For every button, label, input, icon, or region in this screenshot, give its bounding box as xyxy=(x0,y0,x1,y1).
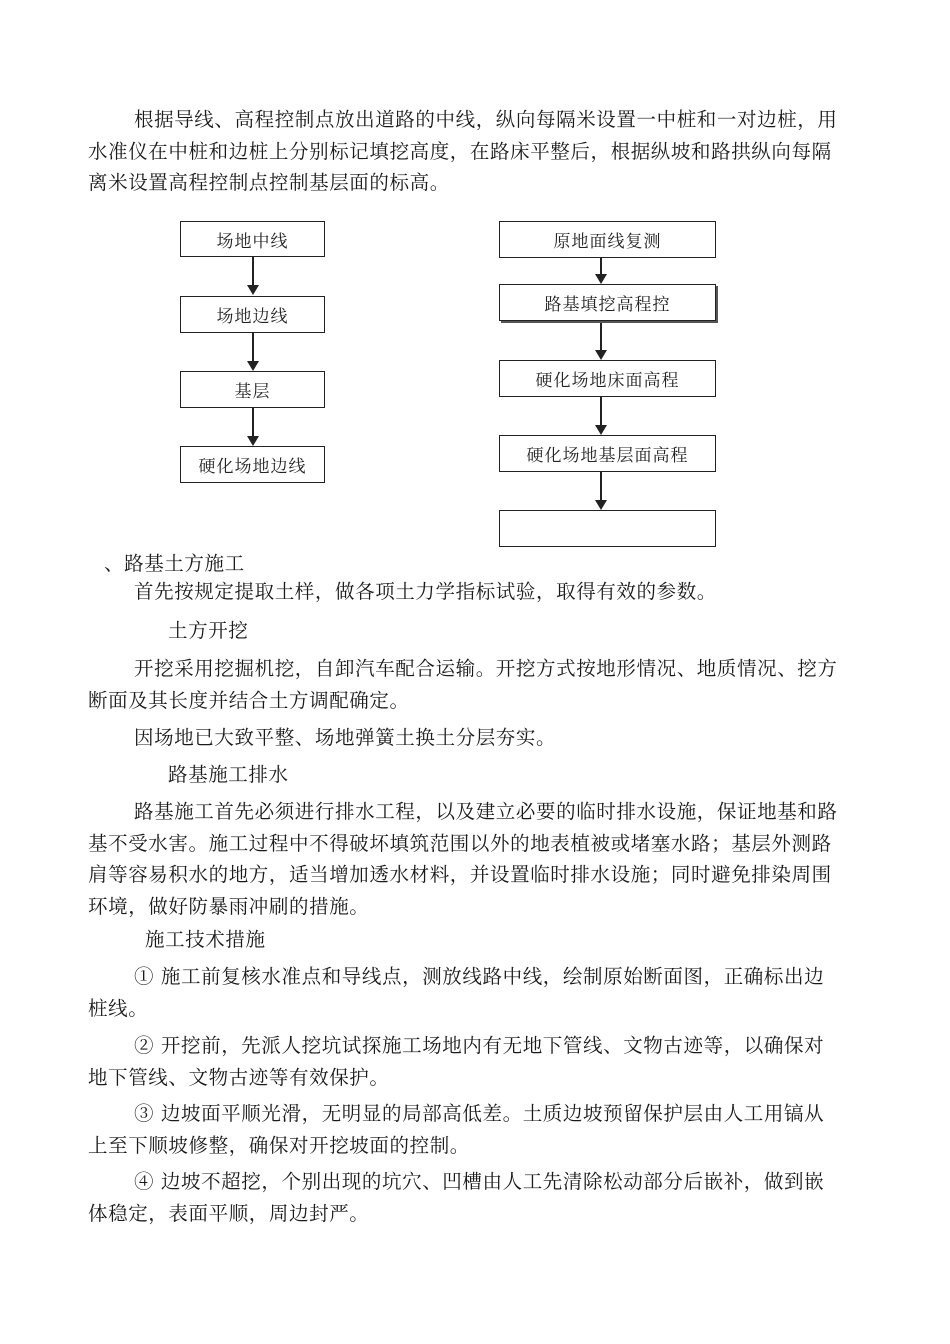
intro-paragraph: 根据导线、高程控制点放出道路的中线，纵向每隔米设置一中桩和一对边桩，用水准仪在中桩和边桩上分别标记填挖高度，在路床平整后，根据纵坡和路拱纵向每隔离米设置高程控制点控制基层面的标高。 xyxy=(88,108,838,194)
flow-arrow xyxy=(595,472,607,510)
flow-arrow xyxy=(247,257,259,295)
flow-arrow xyxy=(247,333,259,371)
flow-box-bed-elevation: 硬化场地床面高程 xyxy=(499,360,716,397)
flow-box-edgeline: 场地边线 xyxy=(180,296,325,333)
flow-box-ground-resurvey: 原地面线复测 xyxy=(499,221,716,258)
flow-arrow xyxy=(595,323,607,360)
flow-box-centerline: 场地中线 xyxy=(180,221,325,257)
flow-box-base-layer: 基层 xyxy=(180,371,325,408)
flow-box-fill-cut-elevation: 路基填挖高程控 xyxy=(499,284,716,321)
measure-item-1: ① 施工前复核水准点和导线点，测放线路中线，绘制原始断面图，正确标出边桩线。 xyxy=(88,965,825,1020)
drainage-paragraph: 路基施工首先必须进行排水工程，以及建立必要的临时排水设施，保证地基和路基不受水害。施工过程中不得破坏填筑范围以外的地表植被或堵塞水路；基层外测路肩等容易积水的地方，适当增加透水材料，并设置临时排水设施；同时避免排染周围环境，做好防暴雨冲刷的措施。 xyxy=(88,800,838,918)
measure-item-2: ② 开挖前，先派人挖坑试探施工场地内有无地下管线、文物古迹等，以确保对地下管线、文物古迹等有效保护。 xyxy=(88,1034,825,1089)
flow-arrow xyxy=(595,397,607,435)
flow-box-hardened-edgeline: 硬化场地边线 xyxy=(180,446,325,483)
flow-arrow xyxy=(247,408,259,446)
flow-box-base-elevation: 硬化场地基层面高程 xyxy=(499,435,716,472)
flow-arrow xyxy=(595,258,607,284)
flow-box-empty xyxy=(499,510,716,547)
section-intro: 首先按规定提取土样，做各项土力学指标试验，取得有效的参数。 xyxy=(134,580,717,603)
measure-item-3: ③ 边坡面平顺光滑，无明显的局部高低差。土质边坡预留保护层由人工用镐从上至下顺坡修整，确保对开挖坡面的控制。 xyxy=(88,1102,825,1157)
drainage-title: 路基施工排水 xyxy=(168,763,289,786)
excavation-title: 土方开挖 xyxy=(168,619,249,642)
excavation-paragraph-2: 因场地已大致平整、场地弹簧土换土分层夯实。 xyxy=(134,726,557,749)
excavation-paragraph-1: 开挖采用挖掘机挖，自卸汽车配合运输。开挖方式按地形情况、地质情况、挖方断面及其长度并结合土方调配确定。 xyxy=(88,657,838,712)
measures-title: 施工技术措施 xyxy=(145,928,266,951)
measure-item-4: ④ 边坡不超挖，个别出现的坑穴、凹槽由人工先清除松动部分后嵌补，做到嵌体稳定，表面平顺，周边封严。 xyxy=(88,1170,825,1225)
section-title: 、路基土方施工 xyxy=(104,552,245,575)
